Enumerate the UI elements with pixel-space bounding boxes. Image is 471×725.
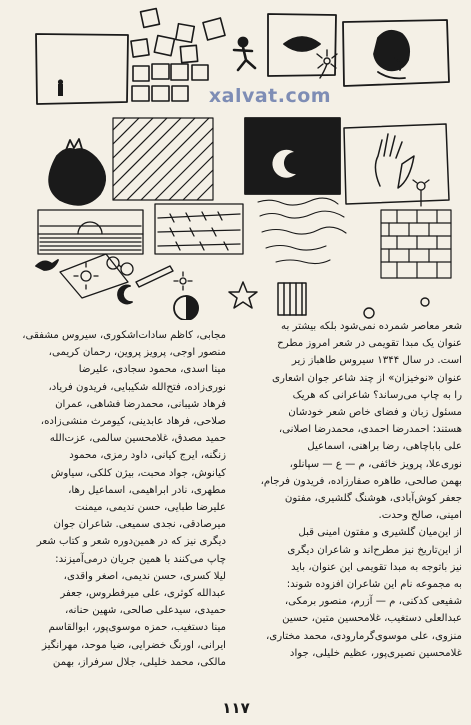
bird — [36, 260, 58, 270]
text-line: مالکی، محمد خلیلی، جلال سرفراز، بهمن — [52, 656, 226, 668]
text-line: چاپ می‌کنند با همین جریان درمی‌آمیزند: — [55, 553, 226, 565]
portrait-frame — [343, 20, 449, 86]
text-line: مجابی، کاظم سادات‌اشکوری، سیروس مشفقی، — [22, 330, 226, 341]
text-line: علی باباچاهی، رضا براهنی، اسماعیل — [307, 441, 462, 453]
text-line: شعر معاصر شمرده نمی‌شود بلکه بیشتر به — [280, 321, 462, 332]
text-line: صلاحی، فرهاد عابدینی، کیومرث منشی‌زاده، — [40, 416, 226, 428]
text-line: نوری‌علا، پرویز خائفی، م — ع — سپانلو، — [289, 458, 462, 470]
barbed-wire-frame — [155, 204, 243, 254]
night-moon-frame — [245, 118, 340, 194]
pomegranate — [49, 139, 105, 205]
text-line: دیگری نیز که در همین‌دوره شعر و کتاب شعر — [36, 536, 226, 548]
leaping-figure — [234, 38, 255, 71]
text-line: نیز باتوجه به مبدا تقویمی این عنوان، باید — [290, 561, 462, 573]
illustration-collage — [0, 0, 471, 320]
text-column-left — [12, 327, 226, 671]
site-watermark: xalvat.com — [208, 85, 332, 107]
page-number: ۱۱۷ — [222, 699, 250, 717]
text-line: از این‌میان گلشیری و مفتون امینی قبل — [298, 527, 462, 539]
text-line: کیانوش، جواد محبت، بیژن کلکی، سیاوش — [50, 467, 226, 479]
text-line: هستند: احمدرضا احمدی، محمدرضا اصلانی، — [278, 424, 462, 436]
star — [229, 282, 257, 308]
text-line: است. در سال ۱۳۴۴ سیروس طاهباز زیر — [291, 355, 462, 367]
text-column-right — [242, 318, 462, 662]
text-line: علیرضا طبایی، حسن ندیمی، میمنت — [74, 502, 226, 514]
text-line: عنوان «نوخیزان» از چند شاعر جوان اشعاری — [272, 372, 462, 384]
text-line: ایرانی، اورنگ خضرایی، ضیا موحد، مهرانگیز — [42, 639, 226, 651]
text-line: زنگنه، ایرج کیانی، داود رمزی، محمود — [69, 450, 226, 462]
striped-rectangle — [278, 283, 306, 315]
handwritten-note — [258, 198, 346, 263]
flower-near-pencil — [174, 272, 192, 290]
text-line: عبدالله کوثری، علی میرفطروس، جعفر — [60, 588, 226, 600]
crescent-moon — [118, 285, 132, 303]
text-line: منصور اوجی، پرویز پروین، رحمان کریمی، — [48, 347, 226, 359]
small-flower — [413, 180, 429, 206]
text-line: مینا اسدی، محمود سجادی، علیرضا — [78, 364, 226, 376]
text-line: میرصادقی، نجدی سمیعی. شاعران جوان — [53, 519, 226, 531]
small-circles — [364, 298, 429, 318]
text-line: مسئول زبان و فضای خاص شعر خودشان — [288, 407, 462, 419]
pencil — [136, 266, 173, 287]
text-line: عنوان یک مبدا تقویمی در شعر امروز مطرح — [277, 338, 462, 350]
text-line: از این‌تاریخ نیز مطرح‌اند و شاعران دیگری — [287, 544, 462, 556]
text-line: امینی، صالح وحدت. — [378, 510, 462, 522]
text-line: شفیعی کدکنی، م — آزرم، منصور برمکی، — [284, 596, 462, 608]
brick-wall — [381, 210, 451, 278]
text-line: مینا دستغیب، حمزه موسوی‌پور، ابوالقاسم — [48, 622, 226, 634]
text-line: فرهاد شیبانی، محمدرضا فشاهی، عمران — [55, 398, 226, 410]
flower-sprig — [317, 50, 337, 78]
text-line: جعفر کوش‌آبادی، هوشنگ گلشیری، مفتون — [284, 493, 462, 505]
text-line: بهمن صالحی، طاهره صفارزاده، فریدون فرجام، — [260, 475, 462, 487]
text-line: مطهری، نادر ابراهیمی، اسماعیل رها، — [68, 484, 226, 496]
text-line: حمید مصدق، غلامحسین سالمی، عزت‌الله — [49, 433, 226, 445]
shaded-ball — [174, 296, 198, 320]
text-line: را به چاپ می‌رساند؟ شاعرانی که هریک — [292, 389, 462, 401]
text-line: عبدالعلی دستغیب، غلامحسین متین، حسین — [282, 613, 462, 625]
diagonal-stripes-box — [113, 118, 213, 200]
text-line: منزوی، علی موسوی‌گرمارودی، محمد مختاری، — [265, 630, 462, 642]
hand-sketch — [344, 124, 449, 204]
sunrise-landscape — [38, 210, 143, 254]
text-line: لیلا کسری، حسن ندیمی، اصغر واقدی، — [63, 570, 226, 582]
text-line: حمیدی، سیدعلی صالحی، شهین حنانه، — [64, 605, 226, 617]
text-line: غلامحسین نصیری‌پور، عظیم خلیلی، جواد — [289, 647, 462, 659]
text-line: نوری‌زاده، فتح‌الله شکیبایی، فریدون فریاد، — [48, 381, 226, 393]
frame-with-figure — [36, 34, 128, 104]
text-line: به مجموعه نام این شاعران افزوده شوند: — [286, 579, 462, 591]
